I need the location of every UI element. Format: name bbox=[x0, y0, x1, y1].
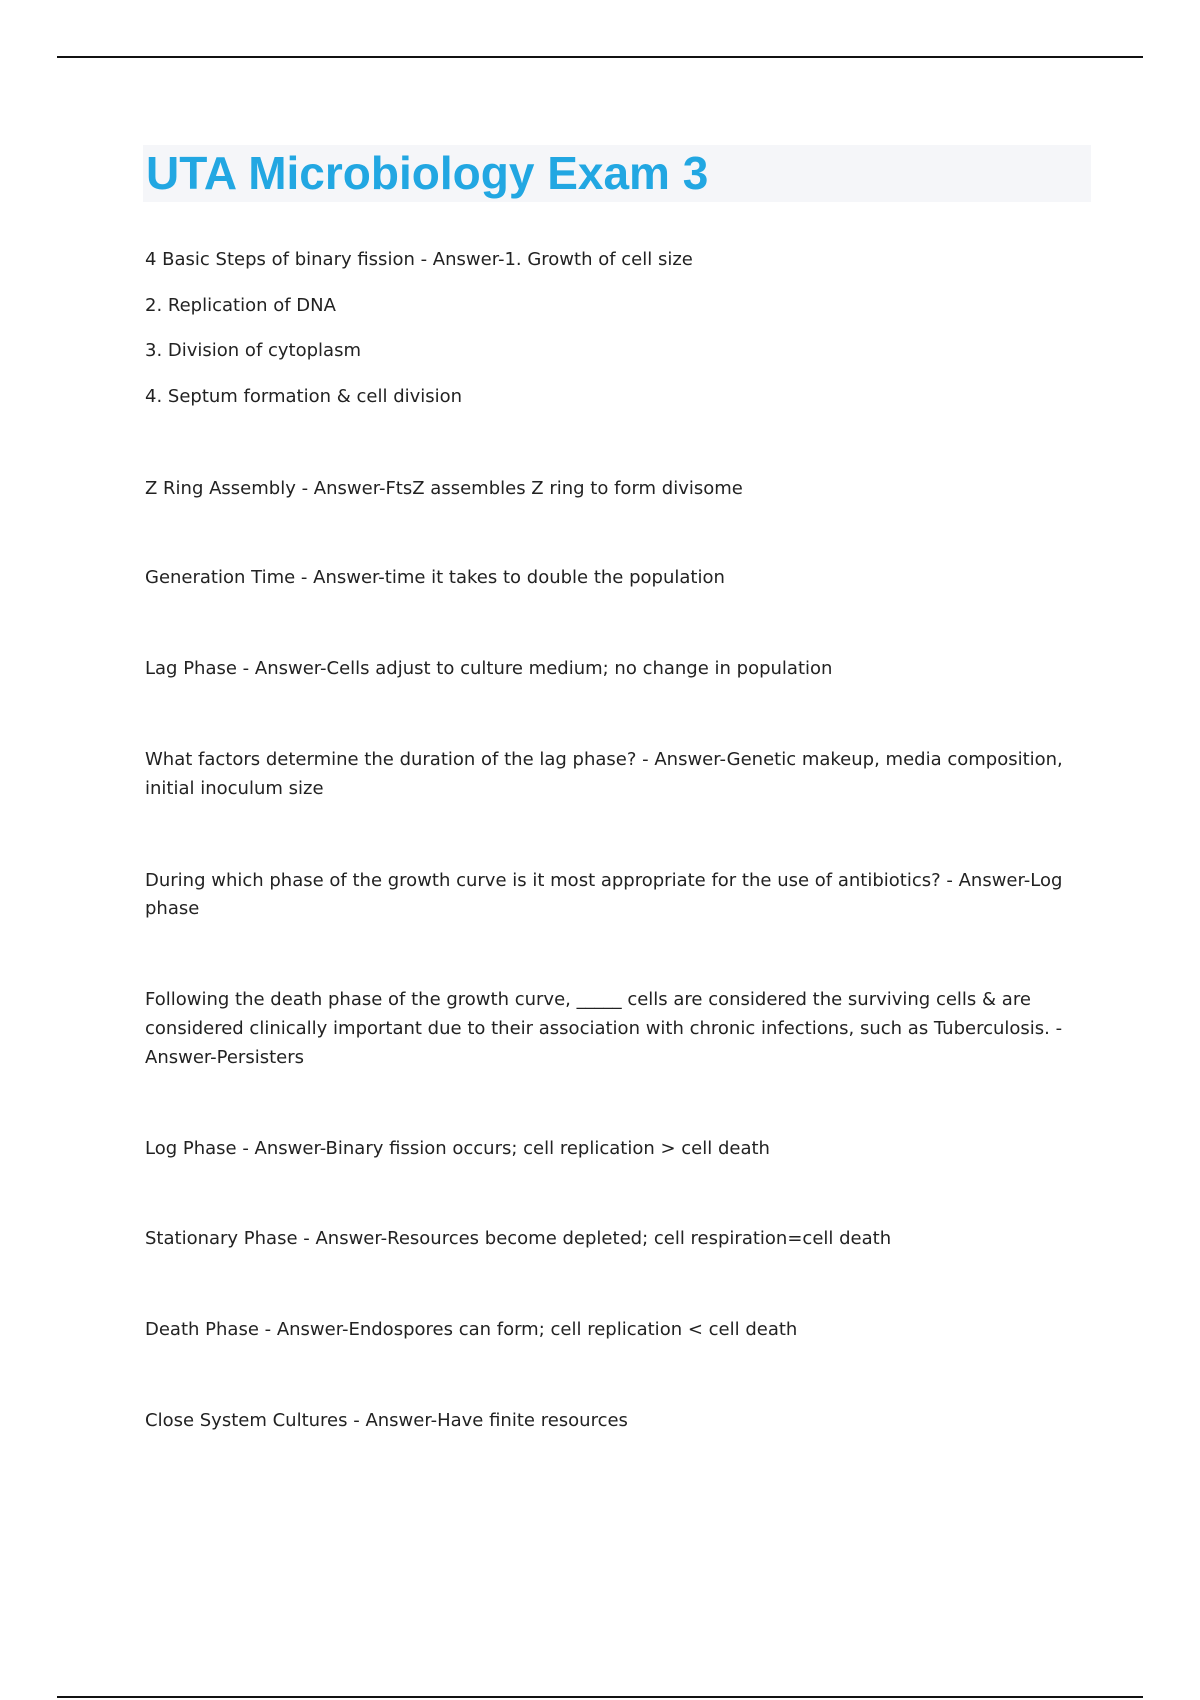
qa-line-stationary-phase: Stationary Phase - Answer-Resources become depleted; cell respiration=cell death bbox=[145, 1228, 892, 1249]
qa-line-persisters-cont: considered clinically important due to their association with chronic infections, such as Tuberculosis. - bbox=[145, 1018, 1063, 1039]
document-title: UTA Microbiology Exam 3 bbox=[146, 147, 709, 199]
qa-line-binary-fission: 4 Basic Steps of binary fission - Answer-1. Growth of cell size bbox=[145, 249, 693, 270]
qa-line-log-phase: Log Phase - Answer-Binary fission occurs; cell replication > cell death bbox=[145, 1138, 770, 1159]
qa-line-generation-time: Generation Time - Answer-time it takes to double the population bbox=[145, 567, 725, 588]
bottom-rule bbox=[57, 1696, 1143, 1698]
qa-line-antibiotics-cont: phase bbox=[145, 898, 200, 919]
qa-line-lag-factors: What factors determine the duration of the lag phase? - Answer-Genetic makeup, media composition, bbox=[145, 749, 1063, 770]
qa-line-septum: 4. Septum formation & cell division bbox=[145, 386, 463, 407]
qa-line-closed-cultures: Close System Cultures - Answer-Have finite resources bbox=[145, 1410, 628, 1431]
qa-line-cytoplasm: 3. Division of cytoplasm bbox=[145, 340, 361, 361]
qa-line-lag-phase: Lag Phase - Answer-Cells adjust to culture medium; no change in population bbox=[145, 658, 833, 679]
qa-line-antibiotics: During which phase of the growth curve is it most appropriate for the use of antibiotics? - Answer-Log bbox=[145, 870, 1063, 891]
top-rule bbox=[57, 56, 1143, 58]
qa-line-death-phase: Death Phase - Answer-Endospores can form; cell replication < cell death bbox=[145, 1319, 798, 1340]
qa-line-replication: 2. Replication of DNA bbox=[145, 295, 336, 316]
qa-line-z-ring: Z Ring Assembly - Answer-FtsZ assembles Z ring to form divisome bbox=[145, 478, 743, 499]
qa-line-persisters: Following the death phase of the growth curve, _____ cells are considered the surviving cells & are bbox=[145, 989, 1031, 1010]
qa-line-persisters-answer: Answer-Persisters bbox=[145, 1047, 304, 1068]
qa-line-lag-factors-cont: initial inoculum size bbox=[145, 778, 324, 799]
